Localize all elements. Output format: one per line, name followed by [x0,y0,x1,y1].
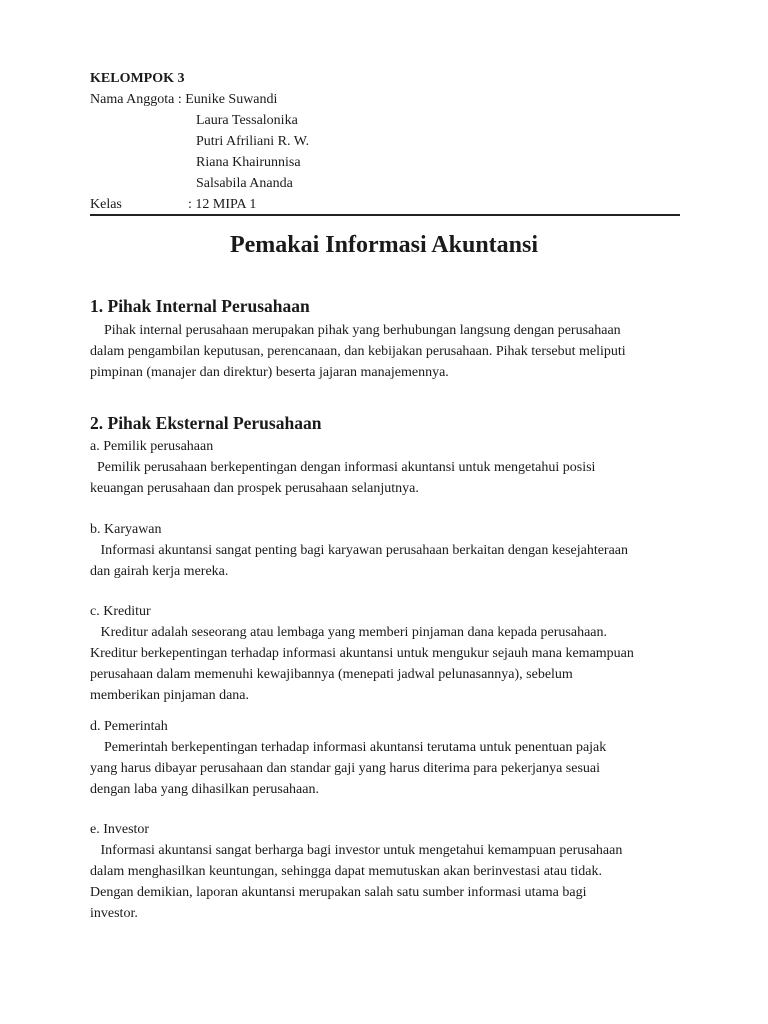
paragraph-karyawan [90,540,690,582]
paragraph-kreditur [90,622,690,706]
paragraph-internal [90,320,690,383]
item-label-kreditur: c. Kreditur [90,604,151,619]
text-line: Kreditur berkepentingan terhadap informasi akuntansi untuk mengukur sejauh mana kemampuan [90,646,634,661]
text-line: perusahaan dalam memenuhi kewajibannya (menepati jadwal pelunasannya), sebelum [90,667,573,682]
text-line: pimpinan (manajer dan direktur) beserta jajaran manajemennya. [90,365,449,380]
class-label: Kelas [90,197,122,212]
item-label-investor: e. Investor [90,822,150,837]
header-divider [90,214,680,216]
paragraph-pemilik [90,457,690,499]
member-name: Salsabila Ananda [196,176,293,191]
text-line: memberikan pinjaman dana. [90,688,249,703]
text-line: Informasi akuntansi sangat penting bagi karyawan perusahaan berkaitan dengan kesejahteraan [90,543,629,558]
item-label-karyawan: b. Karyawan [90,522,162,537]
text-line: Informasi akuntansi sangat berharga bagi investor untuk mengetahui kemampuan perusahaan [90,843,623,858]
text-line: dengan laba yang dihasilkan perusahaan. [90,782,319,797]
text-line: Pihak internal perusahaan merupakan pihak yang berhubungan langsung dengan perusahaan [90,323,621,338]
text-line: Pemerintah berkepentingan terhadap informasi akuntansi terutama untuk penentuan pajak [90,740,607,755]
paragraph-investor [90,840,690,924]
item-label-pemilik: a. Pemilik perusahaan [90,439,214,454]
group-name: KELOMPOK 3 [90,71,185,86]
section-heading-external: 2. Pihak Eksternal Perusahaan [90,413,322,433]
text-line: dalam menghasilkan keuntungan, sehingga dapat memutuskan akan berinvestasi atau tidak. [90,864,603,879]
text-line: dalam pengambilan keputusan, perencanaan, dan kebijakan perusahaan. Pihak tersebut meliputi [90,344,626,359]
member-name: Riana Khairunnisa [196,155,301,170]
text-line: keuangan perusahaan dan prospek perusahaan selanjutnya. [90,481,419,496]
document-title: Pemakai Informasi Akuntansi [229,232,539,258]
member-name: Laura Tessalonika [196,113,298,128]
text-line: Dengan demikian, laporan akuntansi merupakan salah satu sumber informasi utama bagi [90,885,587,900]
text-line: yang harus dibayar perusahaan dan standar gaji yang harus diterima para pekerjanya sesuai [90,761,601,776]
section-heading-internal: 1. Pihak Internal Perusahaan [90,296,310,316]
members-label: Nama Anggota : Eunike Suwandi [90,92,278,107]
text-line: Pemilik perusahaan berkepentingan dengan informasi akuntansi untuk mengetahui posisi [90,460,596,475]
class-value: : 12 MIPA 1 [188,197,257,212]
member-name: Putri Afriliani R. W. [196,134,310,149]
text-line: Kreditur adalah seseorang atau lembaga yang memberi pinjaman dana kepada perusahaan. [90,625,608,640]
text-line: investor. [90,906,138,921]
item-label-pemerintah: d. Pemerintah [90,719,168,734]
paragraph-pemerintah [90,737,690,800]
text-line: dan gairah kerja mereka. [90,564,229,579]
